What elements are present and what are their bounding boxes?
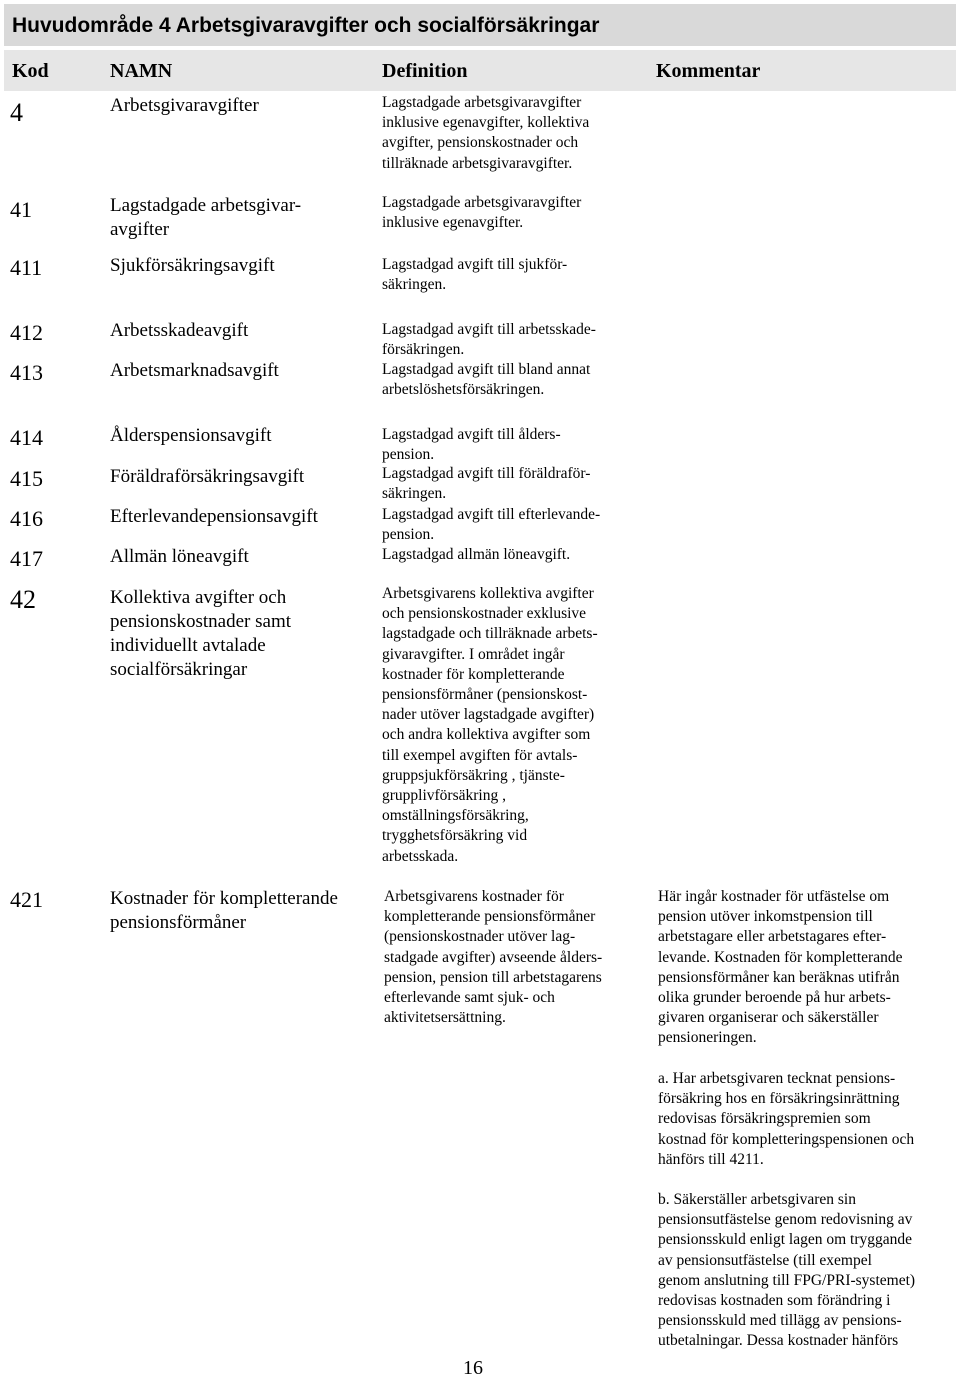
header-definition: Definition xyxy=(382,60,468,82)
page-number: 16 xyxy=(463,1357,483,1379)
row-definition: Lagstadgade arbetsgivaravgifter inklusive egenavgifter, kollektiva avgifter, pensionskostnader och tillräknade arbetsgivaravgifter. xyxy=(382,94,590,172)
row-definition: Lagstadgad avgift till bland annat arbetslöshetsförsäkringen. xyxy=(382,361,591,399)
row-code: 414 xyxy=(10,425,43,450)
row-code: 421 xyxy=(10,887,43,912)
row-name: Föräldraförsäkringsavgift xyxy=(110,466,305,487)
header-kod: Kod xyxy=(12,60,49,82)
row-definition: Lagstadgad allmän löneavgift. xyxy=(382,546,571,563)
row-code: 417 xyxy=(10,546,43,571)
row-definition: Lagstadgade arbetsgivaravgifter inklusive egenavgifter. xyxy=(382,194,582,232)
row-code: 412 xyxy=(10,320,43,345)
row-name: Arbetsgivaravgifter xyxy=(110,95,259,116)
row-name: Arbetsskadeavgift xyxy=(110,320,249,341)
row-comment: b. Säkerställer arbetsgivaren sin pensionsutfästelse genom redovisning av pensionsskuld enligt lagen om tryggande av pensionsutfästelse (till exempel genom anslutning till FPG/PRI-systemet) redovisas kostnaden som förändring i pensionsskuld med tillägg av pensions- utbetalningar. Dessa kostnader hänförs xyxy=(658,1191,916,1350)
row-definition: Lagstadgad avgift till ålders- pension. xyxy=(382,426,561,464)
row-code: 4 xyxy=(10,98,23,127)
row-definition: Lagstadgad avgift till föräldraför- säkringen. xyxy=(382,465,591,503)
header-namn: NAMN xyxy=(110,60,173,82)
row-name: Kollektiva avgifter och pensionskostnader samt individuellt avtalade socialförsäkringar xyxy=(110,587,292,680)
row-name: Ålderspensionsavgift xyxy=(110,425,272,446)
row-code: 411 xyxy=(10,255,43,280)
header-kommentar: Kommentar xyxy=(656,60,761,82)
section-title: Huvudområde 4 Arbetsgivaravgifter och socialförsäkringar xyxy=(12,14,600,37)
row-code: 416 xyxy=(10,506,43,531)
row-comment: a. Har arbetsgivaren tecknat pensions- försäkring hos en försäkringsinrättning redovisas försäkringspremien som kostnad för kompletteringspensionen och hänförs till 4211. xyxy=(658,1070,915,1168)
row-definition: Arbetsgivarens kostnader för kompletterande pensionsförmåner (pensionskostnader utöver lag- stadgade avgifter) avseende ålders- pension, pension till arbetstagarens efterlevande samt sjuk- och aktivitetsersättning. xyxy=(384,888,603,1027)
row-definition: Lagstadgad avgift till sjukför- säkringen. xyxy=(382,256,568,294)
row-definition: Arbetsgivarens kollektiva avgifter och pensionskostnader exklusive lagstadgade och tillräknade arbets- givaravgifter. I området ingår kostnader för kompletterande pensionsförmåner (pensionskost- nader utöver lagstadgade avgifter) och andra kollektiva avgifter som till exempel avgiften för avtals- gruppsjukförsäkring , tjänste- grupplivförsäkring , omställningsförsäkring, trygghetsförsäkring vid arbetsskada. xyxy=(382,585,598,865)
row-code: 42 xyxy=(10,585,36,614)
row-code: 415 xyxy=(10,466,43,491)
row-definition: Lagstadgad avgift till arbetsskade- försäkringen. xyxy=(382,321,596,359)
row-name: Efterlevandepensionsavgift xyxy=(110,506,318,527)
row-name: Sjukförsäkringsavgift xyxy=(110,255,275,276)
row-comment: Här ingår kostnader för utfästelse om pension utöver inkomstpension till arbetstagare eller arbetstagares efter- levande. Kostnaden för kompletterande pensionsförmåner kan beräknas utifrån olika grunder beroende på hur arbets- givaren organiserar och säkerställer pensioneringen. xyxy=(658,888,903,1047)
row-code: 413 xyxy=(10,360,43,385)
row-code: 41 xyxy=(10,197,32,222)
row-name: Arbetsmarknadsavgift xyxy=(110,360,279,381)
section-title-bar xyxy=(4,4,956,46)
row-name: Lagstadgade arbetsgivar- avgifter xyxy=(110,195,302,240)
row-name: Allmän löneavgift xyxy=(110,546,249,567)
table-header xyxy=(4,50,956,91)
row-definition: Lagstadgad avgift till efterlevande- pension. xyxy=(382,506,601,544)
row-name: Kostnader för kompletterande pensionsförmåner xyxy=(110,888,338,933)
